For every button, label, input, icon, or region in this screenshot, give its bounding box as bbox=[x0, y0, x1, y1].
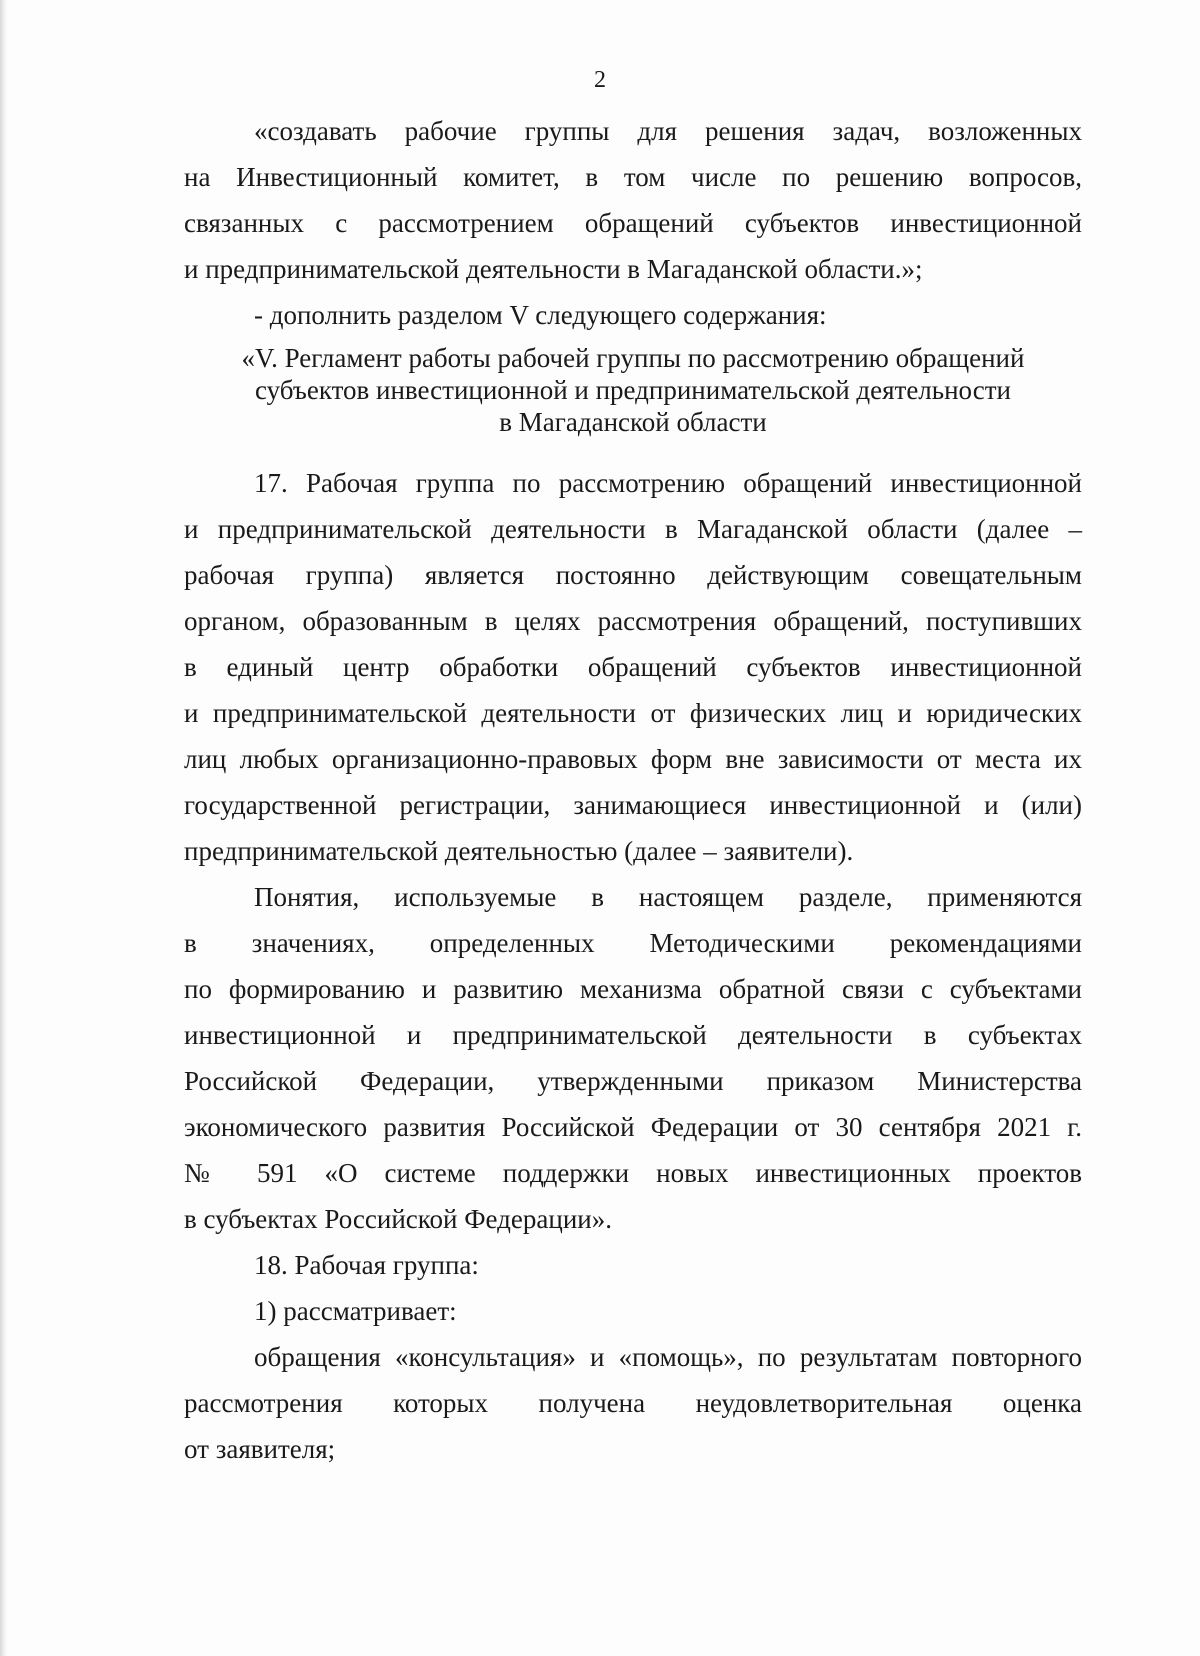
paragraph-18: 18. Рабочая группа: bbox=[254, 1250, 479, 1280]
paragraph-17-line: государственной регистрации, занимающиеся инвестиционной и (или) bbox=[184, 790, 1082, 820]
concepts-line: по формированию и развитию механизма обратной связи с субъектами bbox=[184, 974, 1082, 1004]
text-line: «создавать рабочие группы для решения задач, возложенных bbox=[254, 116, 1082, 146]
requests-line: обращения «консультация» и «помощь», по результатам повторного bbox=[254, 1342, 1082, 1372]
concepts-line: в значениях, определенных Методическими рекомендациями bbox=[184, 928, 1082, 958]
paragraph-17-line: предпринимательской деятельностью (далее – заявители). bbox=[184, 836, 854, 866]
paragraph-17-line: и предпринимательской деятельности от физических лиц и юридических bbox=[184, 698, 1082, 728]
paragraph-17-line: в единый центр обработки обращений субъектов инвестиционной bbox=[184, 652, 1082, 682]
concepts-line: экономического развития Российской Федерации от 30 сентября 2021 г. bbox=[184, 1112, 1082, 1142]
text-line: и предпринимательской деятельности в Магаданской области.»; bbox=[184, 254, 923, 284]
section-heading-line: «V. Регламент работы рабочей группы по рассмотрению обращений bbox=[241, 343, 1025, 373]
paragraph-17-line: лиц любых организационно-правовых форм вне зависимости от места их bbox=[184, 744, 1082, 774]
text-line: на Инвестиционный комитет, в том числе по решению вопросов, bbox=[184, 162, 1082, 192]
section-heading-line: в Магаданской области bbox=[499, 407, 767, 437]
page-number: 2 bbox=[594, 67, 606, 93]
concepts-line: № 591 «О системе поддержки новых инвестиционных проектов bbox=[184, 1158, 1082, 1188]
paragraph-17-line: рабочая группа) является постоянно действующим совещательным bbox=[184, 560, 1082, 590]
scan-edge bbox=[0, 0, 8, 1656]
section-heading-line: субъектов инвестиционной и предпринимательской деятельности bbox=[255, 375, 1011, 405]
requests-line: от заявителя; bbox=[184, 1434, 336, 1464]
text-line: связанных с рассмотрением обращений субъектов инвестиционной bbox=[184, 208, 1082, 238]
concepts-line: в субъектах Российской Федерации». bbox=[184, 1204, 612, 1234]
item-1: 1) рассматривает: bbox=[254, 1296, 457, 1326]
paragraph-17-line: органом, образованным в целях рассмотрения обращений, поступивших bbox=[184, 606, 1082, 636]
concepts-line: Понятия, используемые в настоящем разделе, применяются bbox=[254, 882, 1082, 912]
paragraph-17-line: и предпринимательской деятельности в Магаданской области (далее – bbox=[184, 514, 1082, 544]
concepts-line: Российской Федерации, утвержденными приказом Министерства bbox=[184, 1066, 1082, 1096]
requests-line: рассмотрения которых получена неудовлетворительная оценка bbox=[184, 1388, 1082, 1418]
text-line: - дополнить разделом V следующего содержания: bbox=[254, 300, 827, 330]
paragraph-17-line: 17. Рабочая группа по рассмотрению обращений инвестиционной bbox=[254, 468, 1082, 498]
concepts-line: инвестиционной и предпринимательской деятельности в субъектах bbox=[184, 1020, 1082, 1050]
